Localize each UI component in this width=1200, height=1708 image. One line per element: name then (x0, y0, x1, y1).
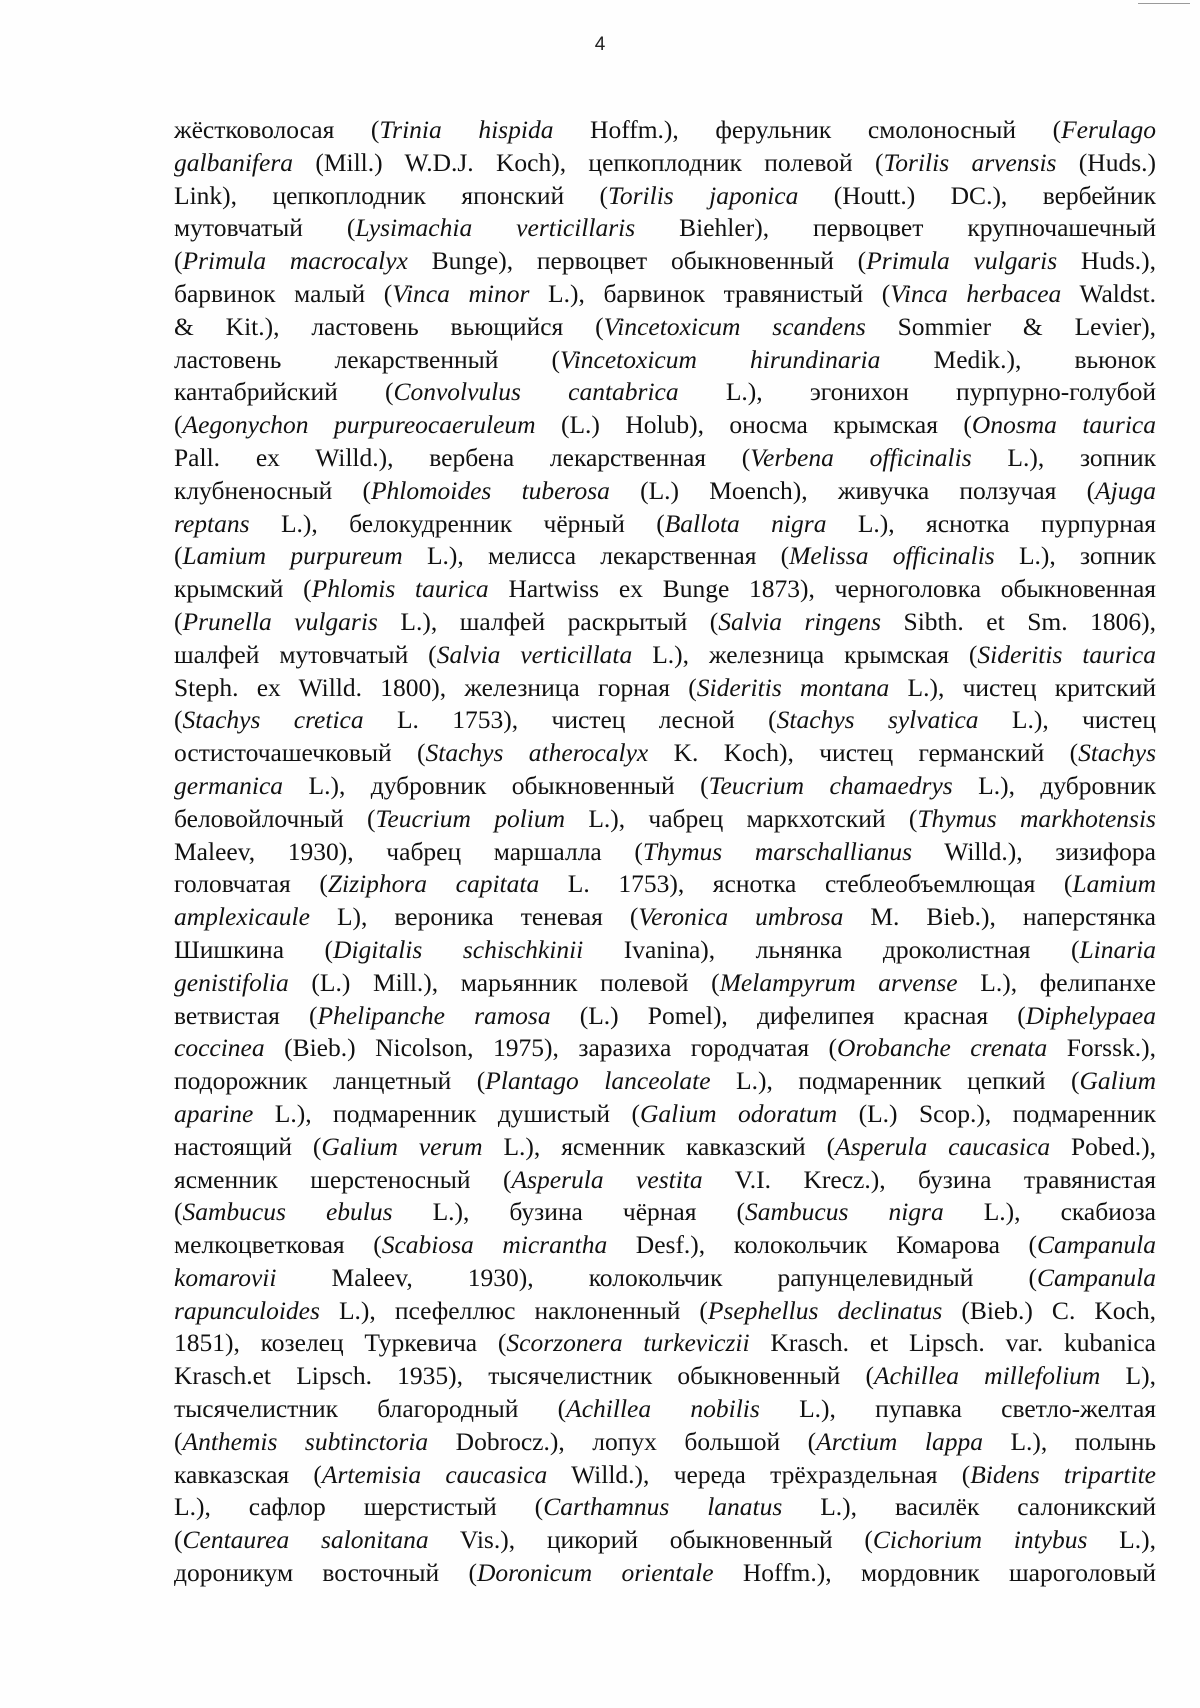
latin-species-name: Artemisia caucasica (321, 1459, 548, 1489)
text-line (174, 1164, 1156, 1197)
text-run: L.), зопник (994, 541, 1156, 571)
text-run: (Mill.) W.D.J. Koch), цепкоплодник полевой ( (293, 147, 884, 177)
text-run: ( (174, 705, 183, 735)
latin-species-name: Ballota nigra (664, 508, 827, 538)
latin-species-name: Stachys (1078, 738, 1156, 768)
text-run: Link), цепкоплодник японский ( (174, 180, 609, 210)
latin-species-name: Diphelypaea (1025, 1000, 1156, 1030)
latin-species-name: Prunella vulgaris (182, 606, 378, 636)
text-run: (Huds.) (1056, 147, 1156, 177)
text-run: K. Koch), чистец германский ( (648, 738, 1079, 768)
text-run: кавказская ( (174, 1459, 322, 1489)
text-run: V.I. Krecz.), бузина травянистая (702, 1164, 1156, 1194)
text-run: L), вероника теневая ( (309, 902, 639, 932)
latin-species-name: Achillea nobilis (566, 1394, 760, 1424)
text-line (174, 770, 1156, 803)
latin-species-name: Torilis japonica (608, 180, 799, 210)
text-run: Pall. ex Willd.), вербена лекарственная ( (174, 442, 751, 472)
text-run: Ivanina), льнянка дроколистная ( (583, 934, 1080, 964)
text-run: мутовчатый ( (174, 213, 356, 243)
text-run: (Houtt.) DC.), вербейник (798, 180, 1156, 210)
latin-species-name: Ziziphora capitata (327, 869, 540, 899)
latin-species-name: Phlomis taurica (311, 574, 489, 604)
text-run: L.), железница крымская ( (632, 639, 978, 669)
text-line (174, 1459, 1156, 1492)
text-line (174, 1524, 1156, 1557)
text-line (174, 212, 1156, 245)
text-run: Bunge), первоцвет обыкновенный ( (407, 246, 867, 276)
text-run: Pobed.), (1050, 1131, 1156, 1161)
text-run: барвинок малый ( (174, 278, 393, 308)
text-line (174, 803, 1156, 836)
text-line (174, 409, 1156, 442)
latin-species-name: Onosma taurica (971, 410, 1156, 440)
latin-species-name: Trinia hispida (379, 115, 554, 144)
text-line (174, 901, 1156, 934)
text-run: Maleev, 1930), чабрец маршалла ( (174, 836, 643, 866)
text-run: L.), василёк салоникский (782, 1492, 1156, 1522)
latin-species-name: Aegonychon purpureocaeruleum (182, 410, 536, 440)
latin-species-name: Orobanche crenata (837, 1033, 1048, 1063)
text-run: Biehler), первоцвет крупночашечный (635, 213, 1156, 243)
text-line (174, 311, 1156, 344)
text-run: ( (174, 410, 183, 440)
latin-species-name: Convolvulus cantabrica (393, 377, 679, 407)
text-run: ясменник шерстеносный ( (174, 1164, 512, 1194)
text-run: Sibth. et Sm. 1806), (881, 606, 1157, 636)
latin-species-name: Torilis arvensis (883, 147, 1057, 177)
text-line (174, 967, 1156, 1000)
text-run: Steph. ex Willd. 1800), железница горная ( (174, 672, 697, 702)
latin-species-name: Sideritis taurica (977, 639, 1156, 669)
text-line (174, 1229, 1156, 1262)
latin-species-name: Cichorium intybus (872, 1525, 1088, 1555)
text-run: L. 1753), яснотка стеблеобъемлющая ( (539, 869, 1073, 899)
latin-species-name: Thymus marschallianus (642, 836, 913, 866)
text-run: L.), чистец критский (889, 672, 1156, 702)
text-run: настоящий ( (174, 1131, 322, 1161)
text-run: L.), эгонихон пурпурно-голубой (678, 377, 1156, 407)
text-run: (Bieb.) Nicolson, 1975), заразиха городчатая ( (264, 1033, 838, 1063)
text-run: Waldst. (1061, 278, 1157, 308)
text-run: L.), пупавка светло-желтая (759, 1394, 1156, 1424)
text-line (174, 1000, 1156, 1033)
text-run: Medik.), вьюнок (880, 344, 1156, 374)
text-run: L.), барвинок травянистый ( (529, 278, 891, 308)
latin-species-name: Bidens tripartite (970, 1459, 1156, 1489)
latin-species-name: Sideritis montana (696, 672, 890, 702)
text-line (174, 737, 1156, 770)
text-run: Hoffm.), ферульник смолоносный ( (553, 115, 1062, 144)
text-line (174, 540, 1156, 573)
body-paragraph (174, 114, 1156, 1590)
latin-species-name: Teucrium chamaedrys (708, 770, 953, 800)
text-line (174, 114, 1156, 147)
latin-species-name: Asperula caucasica (835, 1131, 1051, 1161)
text-line (174, 475, 1156, 508)
latin-species-name: germanica (174, 770, 284, 800)
text-run: L), (1100, 1361, 1156, 1391)
text-run: ( (174, 246, 183, 276)
latin-species-name: Melampyrum arvense (719, 967, 958, 997)
text-line (174, 573, 1156, 606)
text-run: остисточашечковый ( (174, 738, 426, 768)
text-run: L.), скабиоза (943, 1197, 1156, 1227)
text-run: L.), чабрец маркхотский ( (565, 803, 918, 833)
text-run: Krasch. et Lipsch. var. kubanica (749, 1328, 1156, 1358)
text-run: L.), (1087, 1525, 1156, 1555)
text-run: (L.) Holub), оносма крымская ( (535, 410, 972, 440)
text-line (174, 245, 1156, 278)
text-run: L.), белокудренник чёрный ( (249, 508, 665, 538)
latin-species-name: Phelipanche ramosa (317, 1000, 551, 1030)
text-run: L.), мелисса лекарственная ( (402, 541, 790, 571)
text-run: ( (174, 606, 183, 636)
text-run: ( (174, 1525, 183, 1555)
latin-species-name: Stachys atherocalyx (425, 738, 649, 768)
text-run: Willd.), череда трёхраздельная ( (547, 1459, 971, 1489)
latin-species-name: Scabiosa micrantha (381, 1230, 608, 1260)
latin-species-name: Ferulago (1061, 115, 1157, 144)
text-run: Sommier & Levier), (865, 311, 1157, 341)
text-run: Huds.), (1057, 246, 1156, 276)
text-line (174, 1295, 1156, 1328)
latin-species-name: Lamium (1072, 869, 1156, 899)
latin-species-name: Vincetoxicum hirundinaria (560, 344, 881, 374)
latin-species-name: Vincetoxicum scandens (603, 311, 866, 341)
text-line (174, 508, 1156, 541)
text-run: клубненосный ( (174, 475, 371, 505)
text-line (174, 442, 1156, 475)
text-run: L.), подмаренник душистый ( (253, 1098, 641, 1128)
text-line (174, 180, 1156, 213)
text-run: жёстковолосая ( (174, 115, 380, 144)
text-run: ( (174, 541, 183, 571)
text-run: (L.) Moench), живучка ползучая ( (609, 475, 1096, 505)
text-run: Dobrocz.), лопух большой ( (428, 1426, 817, 1456)
text-line (174, 1426, 1156, 1459)
latin-species-name: Psephellus declinatus (707, 1295, 943, 1325)
latin-species-name: Sambucus nigra (745, 1197, 944, 1227)
text-line (174, 836, 1156, 869)
latin-species-name: Phlomoides tuberosa (370, 475, 610, 505)
text-line (174, 1131, 1156, 1164)
latin-species-name: Galium verum (321, 1131, 483, 1161)
text-line (174, 1065, 1156, 1098)
text-run: тысячелистник благородный ( (174, 1394, 567, 1424)
text-run: ветвистая ( (174, 1000, 318, 1030)
text-run: L.), шалфей раскрытый ( (377, 606, 719, 636)
text-run: M. Bieb.), наперстянка (843, 902, 1156, 932)
text-run: беловойлочный ( (174, 803, 376, 833)
text-run: (L.) Mill.), марьянник полевой ( (288, 967, 720, 997)
text-line (174, 376, 1156, 409)
text-run: Hartwiss ex Bunge 1873), черноголовка обыкновенная (488, 574, 1156, 604)
latin-species-name: Centaurea salonitana (182, 1525, 429, 1555)
text-run: L.), сафлор шерстистый ( (174, 1492, 544, 1522)
latin-species-name: Galium odoratum (640, 1098, 838, 1128)
text-run: L.), чистец (978, 705, 1156, 735)
text-run: L.), бузина чёрная ( (392, 1197, 745, 1227)
text-line (174, 1393, 1156, 1426)
latin-species-name: galbanifera (174, 147, 293, 177)
text-run: ластовень лекарственный ( (174, 344, 561, 374)
latin-species-name: Galium (1079, 1066, 1156, 1096)
text-run: мелкоцветковая ( (174, 1230, 382, 1260)
text-line (174, 704, 1156, 737)
text-run: L.), подмаренник цепкий ( (710, 1066, 1080, 1096)
text-line (174, 672, 1156, 705)
text-line (174, 278, 1156, 311)
text-line (174, 1032, 1156, 1065)
text-line (174, 1196, 1156, 1229)
text-line (174, 1557, 1156, 1590)
text-run: L.), ясменник кавказский ( (482, 1131, 836, 1161)
latin-species-name: reptans (174, 508, 250, 538)
text-run: Hoffm.), мордовник шароголовый (713, 1558, 1156, 1588)
text-run: L.), яснотка пурпурная (826, 508, 1156, 538)
latin-species-name: Digitalis schischkinii (333, 934, 584, 964)
latin-species-name: Veronica umbrosa (638, 902, 844, 932)
text-run: Vis.), цикорий обыкновенный ( (428, 1525, 873, 1555)
latin-species-name: Melissa officinalis (789, 541, 995, 571)
latin-species-name: coccinea (174, 1033, 265, 1063)
text-run: шалфей мутовчатый ( (174, 639, 437, 669)
text-run: подорожник ланцетный ( (174, 1066, 486, 1096)
latin-species-name: Primula vulgaris (866, 246, 1058, 276)
latin-species-name: Verbena officinalis (750, 442, 972, 472)
latin-species-name: Stachys cretica (182, 705, 364, 735)
text-line (174, 344, 1156, 377)
text-run: L.), полынь (982, 1426, 1156, 1456)
text-run: (L.) Scop.), подмаренник (837, 1098, 1157, 1128)
latin-species-name: Carthamnus lanatus (543, 1492, 783, 1522)
latin-species-name: Salvia verticillata (436, 639, 633, 669)
text-run: L.), дубровник обыкновенный ( (283, 770, 709, 800)
text-line (174, 606, 1156, 639)
text-line (174, 639, 1156, 672)
text-line (174, 1262, 1156, 1295)
latin-species-name: Primula macrocalyx (182, 246, 408, 276)
latin-species-name: Salvia ringens (718, 606, 882, 636)
latin-species-name: Asperula vestita (511, 1164, 703, 1194)
latin-species-name: Achillea millefolium (874, 1361, 1101, 1391)
text-run: ( (174, 1426, 183, 1456)
text-line (174, 1098, 1156, 1131)
latin-species-name: Arctium lappa (816, 1426, 983, 1456)
text-run: 1851), козелец Туркевича ( (174, 1328, 507, 1358)
text-run: (L.) Pomel), дифелипея красная ( (550, 1000, 1026, 1030)
text-run: Willd.), зизифора (912, 836, 1156, 866)
latin-species-name: Campanula (1036, 1262, 1156, 1292)
latin-species-name: Scorzonera turkeviczii (506, 1328, 750, 1358)
latin-species-name: Ajuga (1095, 475, 1156, 505)
latin-species-name: Plantago lanceolate (485, 1066, 711, 1096)
latin-species-name: komarovii (174, 1262, 277, 1292)
text-run: L.), фелипанхе (957, 967, 1156, 997)
page-number: 4 (594, 34, 606, 55)
text-run: L.), зопник (971, 442, 1156, 472)
latin-species-name: Vinca herbacea (890, 278, 1062, 308)
text-run: Шишкина ( (174, 934, 334, 964)
text-run: L. 1753), чистец лесной ( (363, 705, 777, 735)
latin-species-name: Linaria (1079, 934, 1156, 964)
text-run: L.), дубровник (952, 770, 1156, 800)
text-line (174, 868, 1156, 901)
latin-species-name: genistifolia (174, 967, 289, 997)
text-run: (Bieb.) C. Koch, (942, 1295, 1156, 1325)
text-run: дороникум восточный ( (174, 1558, 477, 1588)
latin-species-name: rapunculoides (174, 1295, 320, 1325)
scan-corner-mark (1138, 3, 1190, 4)
text-run: ( (174, 1197, 183, 1227)
latin-species-name: Thymus markhotensis (917, 803, 1156, 833)
latin-species-name: Sambucus ebulus (182, 1197, 393, 1227)
text-run: кантабрийский ( (174, 377, 394, 407)
text-run: крымский ( (174, 574, 312, 604)
latin-species-name: Stachys sylvatica (776, 705, 979, 735)
text-run: & Kit.), ластовень вьющийся ( (174, 311, 604, 341)
text-line (174, 1327, 1156, 1360)
latin-species-name: Doronicum orientale (476, 1558, 714, 1588)
latin-species-name: aparine (174, 1098, 254, 1128)
text-run: Desf.), колокольчик Комарова ( (607, 1230, 1037, 1260)
latin-species-name: amplexicaule (174, 902, 310, 932)
latin-species-name: Anthemis subtinctoria (182, 1426, 429, 1456)
latin-species-name: Teucrium polium (375, 803, 566, 833)
text-run: Maleev, 1930), колокольчик рапунцелевидный ( (276, 1262, 1037, 1292)
latin-species-name: Vinca minor (392, 278, 530, 308)
text-line (174, 1360, 1156, 1393)
text-run: L.), псефеллюс наклоненный ( (319, 1295, 708, 1325)
latin-species-name: Lysimachia verticillaris (355, 213, 636, 243)
text-run: Krasch.et Lipsch. 1935), тысячелистник обыкновенный ( (174, 1361, 875, 1391)
text-run: головчатая ( (174, 869, 328, 899)
text-run: Forssk.), (1047, 1033, 1157, 1063)
text-line (174, 1491, 1156, 1524)
text-line (174, 147, 1156, 180)
text-line (174, 934, 1156, 967)
latin-species-name: Lamium purpureum (182, 541, 403, 571)
latin-species-name: Campanula (1037, 1230, 1157, 1260)
